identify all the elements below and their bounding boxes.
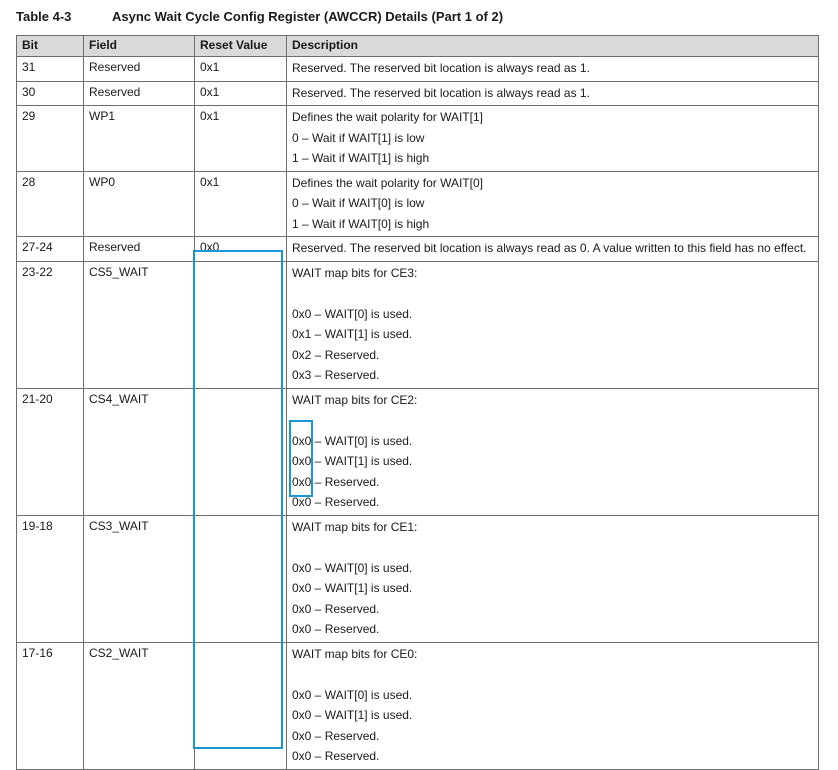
description-line: 0x0 – WAIT[0] is used. <box>292 560 413 575</box>
description-line: 1 – Wait if WAIT[0] is high <box>292 216 430 231</box>
field-cell: Reserved <box>84 81 195 106</box>
description-line: 0 – Wait if WAIT[0] is low <box>292 196 425 210</box>
description-line <box>292 664 814 685</box>
table-row <box>17 261 819 388</box>
table-caption <box>16 9 503 24</box>
description-line: Defines the wait polarity for WAIT[0] <box>292 175 483 190</box>
reset-value-cell: 0x1 <box>195 171 287 237</box>
table-body <box>17 57 819 770</box>
description-line: 0x0 – Reserved. <box>292 622 380 636</box>
description-line: 0x0 – WAIT[1] is used. <box>292 581 413 595</box>
field-cell: CS5_WAIT <box>84 261 195 388</box>
description-line: WAIT map bits for CE2: <box>292 392 418 407</box>
description-line: 0x0 – Reserved. <box>292 728 380 743</box>
bit-cell: 29 <box>17 106 84 172</box>
table-row <box>17 237 819 262</box>
description-cell <box>287 171 819 237</box>
bit-cell: 21-20 <box>17 388 84 515</box>
column-header-bit: Bit <box>17 36 84 57</box>
reset-value-cell <box>195 642 287 769</box>
description-line: 0x0 – Reserved. <box>292 749 380 763</box>
reset-value-cell <box>195 388 287 515</box>
field-cell: WP0 <box>84 171 195 237</box>
table-row <box>17 388 819 515</box>
field-cell: CS3_WAIT <box>84 515 195 642</box>
description-cell <box>287 261 819 388</box>
bit-cell: 23-22 <box>17 261 84 388</box>
description-line: 0 – Wait if WAIT[1] is low <box>292 130 425 145</box>
bit-cell: 30 <box>17 81 84 106</box>
description-line: 0x0 – WAIT[0] is used. <box>292 433 413 448</box>
description-cell <box>287 388 819 515</box>
field-cell: Reserved <box>84 57 195 82</box>
description-line: 0x3 – Reserved. <box>292 368 380 382</box>
description-line: 0x2 – Reserved. <box>292 347 380 362</box>
description-line: Reserved. The reserved bit location is always read as 0. A value written to this field has no effect. <box>292 241 807 255</box>
description-line <box>292 283 814 304</box>
table-row <box>17 57 819 82</box>
column-header-reset-value: Reset Value <box>195 36 287 57</box>
column-header-description: Description <box>287 36 819 57</box>
description-line: WAIT map bits for CE0: <box>292 646 418 661</box>
description-line <box>292 410 814 431</box>
bit-cell: 17-16 <box>17 642 84 769</box>
description-cell <box>287 57 819 82</box>
column-header-field: Field <box>84 36 195 57</box>
field-cell: WP1 <box>84 106 195 172</box>
bit-cell: 27-24 <box>17 237 84 262</box>
register-table <box>16 35 819 770</box>
description-line: 0x0 – WAIT[0] is used. <box>292 306 413 321</box>
description-line: Defines the wait polarity for WAIT[1] <box>292 110 483 124</box>
description-cell <box>287 106 819 172</box>
table-title: Async Wait Cycle Config Register (AWCCR) Details (Part 1 of 2) <box>112 9 504 24</box>
description-line: Reserved. The reserved bit location is always read as 1. <box>292 61 590 75</box>
reset-value-cell: 0x1 <box>195 81 287 106</box>
description-cell <box>287 515 819 642</box>
field-cell: Reserved <box>84 237 195 262</box>
bit-cell: 19-18 <box>17 515 84 642</box>
description-line: 1 – Wait if WAIT[1] is high <box>292 151 430 165</box>
description-line: WAIT map bits for CE1: <box>292 519 418 534</box>
bit-cell: 28 <box>17 171 84 237</box>
table-row <box>17 106 819 172</box>
bit-cell: 31 <box>17 57 84 82</box>
description-line <box>292 537 814 558</box>
reset-value-cell <box>195 261 287 388</box>
description-line: 0x0 – Reserved. <box>292 601 380 616</box>
header-row <box>17 36 819 57</box>
reset-value-cell: 0x0 <box>195 237 287 262</box>
description-line: Reserved. The reserved bit location is always read as 1. <box>292 85 590 100</box>
field-cell: CS2_WAIT <box>84 642 195 769</box>
description-line: 0x0 – WAIT[0] is used. <box>292 687 413 702</box>
description-line: WAIT map bits for CE3: <box>292 265 418 280</box>
table-row <box>17 171 819 237</box>
table-row <box>17 81 819 106</box>
description-line: 0x0 – WAIT[1] is used. <box>292 454 413 468</box>
description-line: 0x0 – WAIT[1] is used. <box>292 708 413 722</box>
table-row <box>17 515 819 642</box>
description-cell <box>287 237 819 262</box>
reset-value-cell: 0x1 <box>195 106 287 172</box>
field-cell: CS4_WAIT <box>84 388 195 515</box>
reset-value-cell: 0x1 <box>195 57 287 82</box>
table-row <box>17 642 819 769</box>
description-line: 0x1 – WAIT[1] is used. <box>292 327 413 341</box>
description-line: 0x0 – Reserved. <box>292 495 380 509</box>
table-number: Table 4-3 <box>16 9 72 24</box>
description-line: 0x0 – Reserved. <box>292 474 380 489</box>
reset-value-cell <box>195 515 287 642</box>
description-cell <box>287 642 819 769</box>
description-cell <box>287 81 819 106</box>
